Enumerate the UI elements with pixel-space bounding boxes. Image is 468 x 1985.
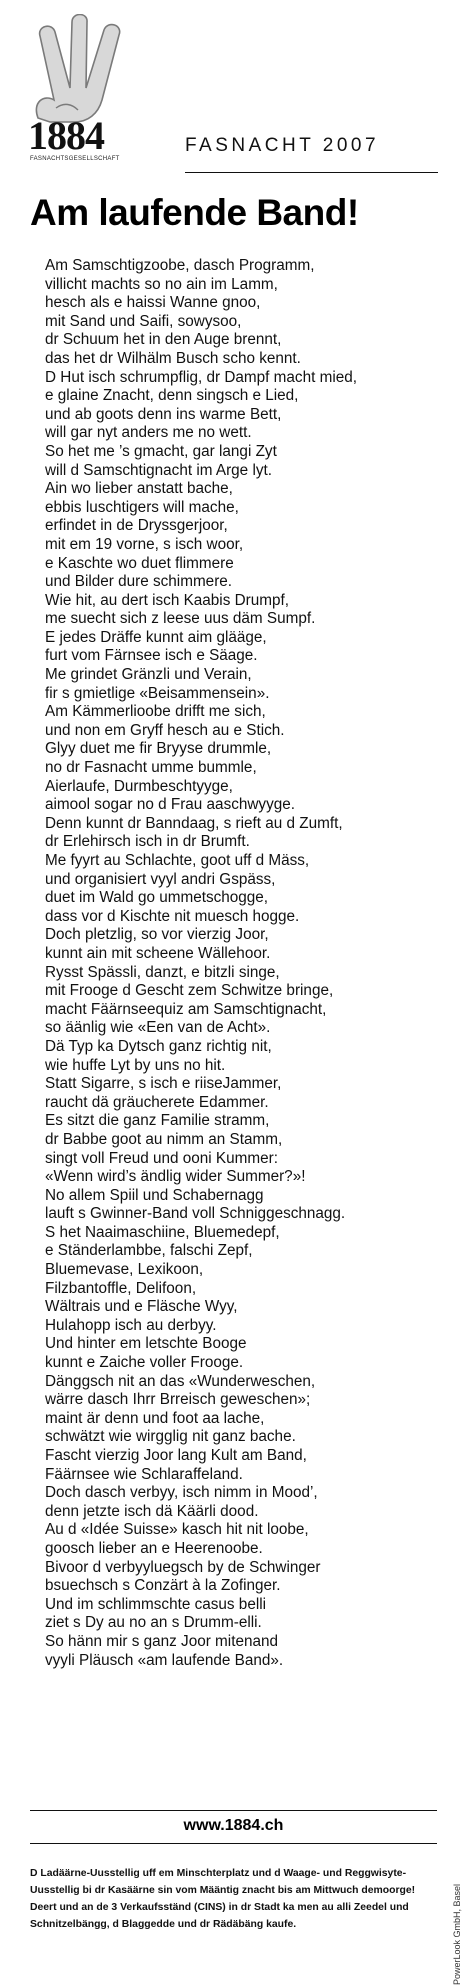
poem-line: dass vor d Kischte nit muesch hogge. bbox=[45, 907, 300, 925]
poem-line: kunnt e Zaiche voller Frooge. bbox=[45, 1354, 244, 1372]
poem-line: Dä Typ ka Dytsch ganz richtig nit, bbox=[45, 1037, 272, 1055]
poem-line: schwätzt wie wirgglig nit ganz bache. bbox=[45, 1428, 296, 1446]
poem-line: ebbis luschtigers will mache, bbox=[45, 498, 239, 516]
logo-caption: FASNACHTSGESELLSCHAFT bbox=[30, 156, 120, 162]
poem-line: So hänn mir s ganz Joor mitenand bbox=[45, 1632, 278, 1650]
poem-line: vyyli Pläusch «am laufende Band». bbox=[45, 1651, 284, 1669]
poem-line: villicht machts so no ain im Lamm, bbox=[45, 275, 278, 293]
poem-line: lauft s Gwinner-Band voll Schniggeschnagg. bbox=[45, 1205, 346, 1223]
poem-line: maint är denn und foot aa lache, bbox=[45, 1409, 265, 1427]
poem-line: me suecht sich z leese uus däm Sumpf. bbox=[45, 610, 316, 628]
poem-line: Und hinter em letschte Booge bbox=[45, 1335, 247, 1353]
poem-line: Bivoor d verbyyluegsch by de Schwinger bbox=[45, 1558, 321, 1576]
poem-line: fir s gmietlige «Beisammensein». bbox=[45, 684, 270, 702]
page-title: Am laufende Band! bbox=[30, 192, 359, 233]
poem-line: Au d «Idée Suisse» kasch hit nit loobe, bbox=[45, 1521, 309, 1539]
poem-line: erfindet in de Dryssgerjoor, bbox=[45, 517, 228, 535]
poem-line: Hulahopp isch au derbyy. bbox=[45, 1316, 217, 1334]
poem-line: Denn kunnt dr Banndaag, s rieft au d Zumft, bbox=[45, 814, 343, 832]
website-link[interactable]: www.1884.ch bbox=[183, 1817, 284, 1834]
poem-line: furt vom Färnsee isch e Säage. bbox=[45, 647, 258, 665]
poem-line: und non em Gryff hesch au e Stich. bbox=[45, 721, 285, 739]
poem-line: Glyy duet me fir Bryyse drummle, bbox=[45, 740, 272, 758]
poem-line: goosch lieber an e Heerenoobe. bbox=[45, 1539, 263, 1557]
poem-line: S het Naaimaschiine, Bluemedepf, bbox=[45, 1223, 280, 1241]
poem-line: dr Schuum het in den Auge brennt, bbox=[45, 331, 282, 349]
poem-line: mit Sand und Saifi, sowysoo, bbox=[45, 312, 242, 330]
poem-line: Es sitzt die ganz Familie stramm, bbox=[45, 1112, 270, 1130]
event-title: FASNACHT 2007 bbox=[185, 135, 380, 156]
poem-line: Filzbantoffle, Delifoon, bbox=[45, 1279, 197, 1297]
poem-line: Doch dasch verbyy, isch nimm in Mood’, bbox=[45, 1484, 318, 1502]
three-finger-hand-logo-icon bbox=[26, 14, 136, 129]
divider bbox=[30, 1810, 437, 1811]
poem-line: dr Babbe goot au nimm an Stamm, bbox=[45, 1130, 283, 1148]
poem-line: und organisiert vyyl andri Gspäss, bbox=[45, 870, 276, 888]
poem-line: Am Samschtigzoobe, dasch Programm, bbox=[45, 257, 315, 274]
poem-line: e Kaschte wo duet flimmere bbox=[45, 554, 234, 572]
poem-line: so äänlig wie «Een van de Acht». bbox=[45, 1019, 271, 1037]
poem-line: dr Erlehirsch isch in dr Brumft. bbox=[45, 833, 250, 851]
poem-line: Ain wo lieber anstatt bache, bbox=[45, 480, 233, 498]
poem-line: no dr Fasnacht umme bummle, bbox=[45, 759, 257, 777]
poem-line: Doch pletzlig, so vor vierzig Joor, bbox=[45, 926, 269, 944]
poem-line: e Ständerlambbe, falschi Zepf, bbox=[45, 1242, 253, 1260]
header bbox=[0, 0, 468, 180]
footer-note: D Ladäärne-Uusstellig uff em Minschterplatz und d Waage- und Reggwisyte-Uusstellig bi dr Kasäärne sin vom Määntig znacht bis am Mittwuch demoorge! Deert und an de 3 Verkaufsständ (CINS) in dr Stadt ka men au alli Zeedel und Schnitzelbängg, d Blaggedde und dr Rädäbäng kaufe. bbox=[30, 1868, 416, 1930]
poem-line: Fascht vierzig Joor lang Kult am Band, bbox=[45, 1447, 307, 1464]
poem-line: und Bilder dure schimmere. bbox=[45, 573, 233, 591]
poem-line: ziet s Dy au no an s Drumm-elli. bbox=[45, 1614, 262, 1632]
poem-line: hesch als e haissi Wanne gnoo, bbox=[45, 294, 261, 312]
poem-line: kunnt ain mit scheene Wällehoor. bbox=[45, 944, 271, 962]
poem-line: mit Frooge d Gescht zem Schwitze bringe, bbox=[45, 982, 334, 1000]
poem-line: Wie hit, au dert isch Kaabis Drumpf, bbox=[45, 591, 289, 609]
poem-line: Me fyyrt au Schlachte, goot uff d Mäss, bbox=[45, 852, 310, 869]
poem-line: «Wenn wird’s ändlig wider Summer?»! bbox=[45, 1168, 306, 1186]
poem bbox=[45, 257, 445, 1670]
poem-line: No allem Spiil und Schabernagg bbox=[45, 1186, 264, 1204]
poem-line: und ab goots denn ins warme Bett, bbox=[45, 405, 282, 423]
poem-line: duet im Wald go ummetschogge, bbox=[45, 889, 269, 907]
poem-line: das het dr Wilhälm Busch scho kennt. bbox=[45, 349, 301, 367]
header-divider bbox=[185, 172, 438, 173]
poem-line: D Hut isch schrumpflig, dr Dampf macht mied, bbox=[45, 368, 357, 386]
poem-line: So het me ’s gmacht, gar langi Zyt bbox=[45, 442, 277, 460]
poem-line: Bluemevase, Lexikoon, bbox=[45, 1261, 204, 1279]
poem-line: will d Samschtignacht im Arge lyt. bbox=[45, 461, 272, 479]
poem-line: wärre dasch Ihrr Brreisch geweschen»; bbox=[45, 1391, 311, 1409]
poem-line: Wältrais und e Fläsche Wyy, bbox=[45, 1298, 238, 1316]
logo-number: 1884 bbox=[28, 113, 104, 158]
poem-line: Aierlaufe, Durmbeschtyyge, bbox=[45, 777, 233, 795]
poem-line: e glaine Znacht, denn singsch e Lied, bbox=[45, 387, 299, 405]
poem-line: aimool sogar no d Frau aaschwyyge. bbox=[45, 796, 295, 814]
poem-line: will gar nyt anders me no wett. bbox=[45, 424, 252, 442]
divider bbox=[30, 1843, 437, 1844]
poem-line: mit em 19 vorne, s isch woor, bbox=[45, 535, 244, 553]
poem-line: Dänggsch nit an das «Wunderweschen, bbox=[45, 1372, 316, 1390]
poem-line: Rysst Spässli, danzt, e bitzli singe, bbox=[45, 963, 280, 981]
poem-line: wie huffe Lyt by uns no hit. bbox=[45, 1056, 226, 1074]
poem-line: bsuechsch s Conzärt à la Zofinger. bbox=[45, 1577, 281, 1595]
poem-line: Fäärnsee wie Schlaraffeland. bbox=[45, 1465, 243, 1483]
poem-line: raucht dä gräucherete Edammer. bbox=[45, 1093, 269, 1111]
poem-line: macht Fäärnseequiz am Samschtignacht, bbox=[45, 1000, 327, 1018]
credit-text: PowerLook GmbH, Basel bbox=[452, 1883, 462, 1985]
poem-line: Und im schlimmschte casus belli bbox=[45, 1595, 267, 1613]
poem-line: E jedes Dräffe kunnt aim glääge, bbox=[45, 628, 267, 646]
poem-line: Me grindet Gränzli und Verain, bbox=[45, 666, 252, 684]
poem-line: singt voll Freud und ooni Kummer: bbox=[45, 1149, 278, 1167]
poem-line: denn jetzte isch dä Käärli dood. bbox=[45, 1502, 259, 1520]
poem-line: Statt Sigarre, s isch e riiseJammer, bbox=[45, 1075, 282, 1093]
poem-line: Am Kämmerlioobe drifft me sich, bbox=[45, 703, 266, 721]
